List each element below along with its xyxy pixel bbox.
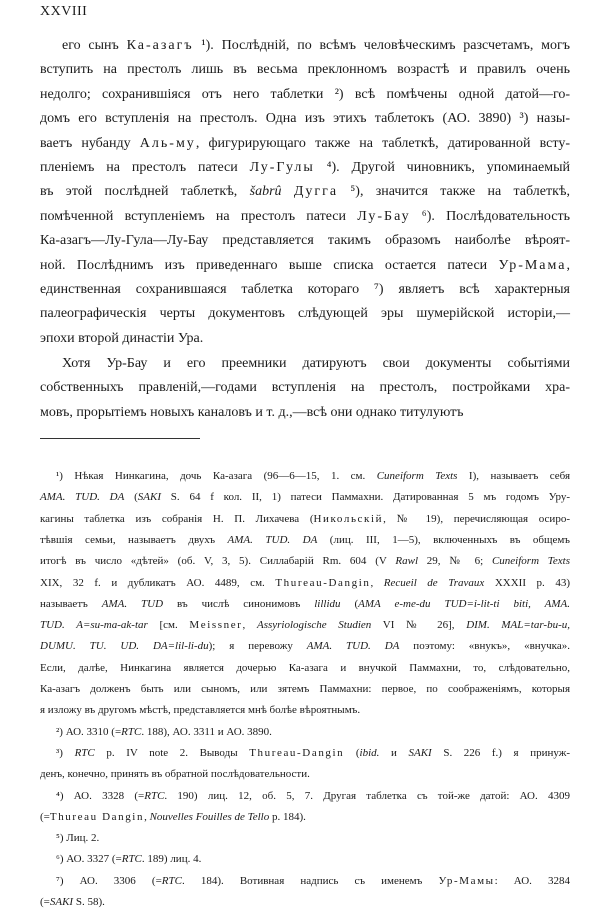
text-run: пленіемъ на престолъ патеси	[40, 160, 250, 175]
spaced-name: Лу-Бау	[357, 208, 411, 224]
italic-text: AMA e-me-du TUD=i-lit-ti biti, AMA.	[358, 597, 570, 610]
text-line	[40, 302, 570, 326]
text-run: ⁷) АО. 3306 (=	[56, 874, 162, 887]
text-run: (	[344, 746, 360, 759]
text-line	[40, 615, 570, 636]
italic-text: Assyriologische Studien	[256, 619, 372, 632]
italic-text: AMA. TUD	[101, 597, 164, 610]
text-run: поэтому: «внукъ», «внучка».	[399, 640, 570, 653]
text-line	[40, 254, 570, 278]
italic-text: RTC	[144, 789, 165, 802]
footnote-divider	[40, 438, 200, 439]
italic-text: DIM. MAL=tar-bu-u,	[466, 619, 571, 632]
text-line	[40, 551, 570, 572]
text-run: S. 226 f.) я принуж-	[431, 746, 570, 759]
spaced-name: Ур-Мамы	[438, 874, 495, 887]
text-run: (	[124, 491, 138, 504]
text-run: I), называетъ себя	[457, 470, 570, 482]
text-line	[40, 807, 570, 828]
italic-text: Rawl	[395, 555, 419, 568]
italic-text: Recueil de Travaux	[383, 576, 485, 589]
text-run: ,	[144, 810, 150, 823]
italic-text: Cuneiform Texts	[376, 470, 458, 482]
italic-text: Cuneiform Texts	[491, 555, 570, 568]
text-line	[56, 871, 570, 892]
text-run: p. 184).	[269, 810, 306, 823]
text-run: VI № 26],	[371, 619, 467, 632]
italic-text: ibid.	[359, 746, 380, 759]
text-run: (	[340, 597, 359, 610]
text-line	[40, 229, 570, 253]
text-line	[40, 156, 570, 180]
text-run: S. 58).	[73, 896, 105, 908]
text-run: ⁴) АО. 3328 (=	[56, 789, 145, 802]
text-line	[40, 401, 570, 425]
text-run: Ка-азагъ долженъ быть или сыномъ, или зятемъ Паммахни: первое, по соображеніямъ, которыя	[40, 683, 570, 695]
text-line	[40, 487, 570, 508]
text-run: я изложу въ другомъ мѣстѣ, представляется мнѣ болѣе вѣроятнымъ.	[40, 704, 361, 717]
text-line	[40, 658, 570, 679]
text-run: XXXII p. 43)	[484, 576, 570, 589]
text-run: S. 64 f кол. II, 1) патеси Паммахни. Датированная 5 мъ годомъ Уру-	[161, 491, 570, 504]
text-run: единственная сохранившаяся таблетка котораго ⁷) являетъ всѣ характерныя	[40, 282, 570, 297]
text-line	[40, 58, 570, 82]
italic-text: SAKI	[137, 491, 162, 504]
text-run: тѣвшія семьи, называетъ двухъ	[40, 533, 228, 546]
text-line	[40, 83, 570, 107]
text-run: ³)	[56, 746, 75, 759]
text-line	[56, 849, 570, 870]
text-run: ной. Послѣднимъ изъ приведеннаго выше списка остается патеси	[40, 257, 499, 273]
text-run: (=	[40, 810, 50, 823]
spaced-name: Никольскій	[313, 512, 384, 525]
spaced-name: Thureau-Dangin	[249, 746, 345, 759]
text-line	[40, 376, 570, 400]
text-run: . 189) лиц. 4.	[141, 853, 202, 866]
spaced-name: Thureau-Dangin	[275, 576, 371, 589]
text-line	[56, 466, 570, 487]
italic-text: AMA. TUD. DA	[306, 640, 400, 653]
text-run: ,	[370, 576, 384, 589]
spaced-name: Лу-Гулы	[249, 160, 315, 175]
italic-text: RTC	[121, 853, 142, 866]
text-line	[40, 636, 570, 657]
text-run: въ этой послѣдней таблеткѣ,	[40, 184, 250, 200]
text-run: ⁶) АО. 3327 (=	[56, 853, 122, 866]
text-run: домъ его вступленія на престолъ. Одна изъ этихъ таблетокъ (АО. 3890) ³) назы-	[40, 111, 570, 127]
text-line	[40, 278, 570, 302]
text-run: и	[379, 746, 409, 759]
text-run: собственныхъ правленій,—годами вступленія на престолъ, постройками хра-	[40, 380, 570, 396]
text-run: итогѣ въ число «дѣтей» (об. V, 3, 5). Силлабарій Rm. 604 (V	[40, 555, 396, 568]
italic-text: Nouvelles Fouilles de Tello	[149, 810, 270, 823]
text-line	[56, 743, 570, 764]
page-number: XXVIII	[40, 4, 88, 19]
text-run: ваетъ нубанду	[40, 135, 140, 151]
italic-text: lillidu	[314, 597, 341, 610]
text-run	[282, 184, 294, 199]
text-line	[62, 34, 570, 58]
text-run: недолго; сохранившіяся отъ него таблетки ²) всѣ помѣчены одной датой—го-	[40, 86, 570, 102]
text-run: (=	[40, 896, 50, 908]
text-run: , фигурирующаго также на таблеткѣ, датированной всту-	[195, 135, 570, 151]
text-run: въ числѣ синонимовъ	[163, 597, 315, 610]
text-line	[40, 573, 570, 594]
text-line	[56, 786, 570, 807]
text-run: (лиц. III, 1—5), включенныхъ въ общемъ	[317, 533, 570, 546]
text-line	[40, 679, 570, 700]
text-line	[62, 352, 570, 376]
text-line	[40, 892, 570, 909]
text-run: ⁵) Лиц. 2.	[56, 832, 100, 845]
italic-text: AMA. TUD. DA	[40, 491, 125, 504]
spaced-name: Ур-Мама	[498, 257, 567, 273]
text-run: . 184). Вотивная надпись съ именемъ	[181, 874, 439, 887]
text-run: эпохи второй династіи Ура.	[40, 330, 204, 346]
text-run: . 190) лиц. 12, об. 5, 7. Другая таблетка съ той-же датой: АО. 4309	[164, 789, 570, 802]
italic-text: TUD. A=su-ma-ak-tar	[40, 619, 148, 632]
spaced-name: Ка-азагъ	[126, 38, 194, 53]
text-line	[40, 594, 570, 615]
text-run: ¹). Послѣдній, по всѣмъ человѣческимъ разсчетамъ, могъ	[193, 38, 570, 53]
text-line	[40, 764, 570, 785]
text-run: Если, далѣе, Нинкагина является дочерью Ка-азага и внучкой Паммахни, то, слѣдовательно,	[40, 661, 570, 674]
text-line	[56, 722, 570, 743]
text-run: ⁵), значится также на таблеткѣ,	[338, 184, 571, 200]
text-run: , № 19), перечисляющая осиро-	[383, 512, 570, 525]
text-run: Хотя Ур-Бау и его преемники датируютъ свои документы событіями	[62, 356, 570, 371]
italic-text: RTC	[74, 746, 95, 759]
text-run: ,	[242, 619, 257, 632]
italic-text: SAKI	[408, 746, 432, 759]
spaced-name: Дугга	[293, 184, 339, 200]
text-run: палеографическія черты документовъ слѣдующей эры шумерійской исторіи,—	[40, 306, 570, 322]
text-run: помѣченной вступленіемъ на престолъ патеси	[40, 208, 358, 224]
text-run: ⁴). Другой чиновникъ, упоминаемый	[314, 160, 570, 175]
text-run: вступить на престолъ лишь въ весьма преклонномъ возрастѣ и правилъ очень	[40, 62, 570, 78]
text-line	[40, 107, 570, 131]
text-run: [см.	[147, 619, 190, 632]
text-run: ,	[566, 257, 570, 273]
text-run: 29, № 6;	[418, 555, 492, 568]
text-run: Ка-азагъ—Лу-Гула—Лу-Бау представляется такимъ образомъ наиболѣе вѣроят-	[40, 233, 570, 249]
italic-text: RTC	[161, 874, 182, 887]
italic-text: DUMU. TU. UD. DA=lil-li-du	[40, 640, 209, 653]
text-line	[40, 180, 570, 204]
text-run: ); я перевожу	[208, 640, 307, 653]
text-run: его сынъ	[62, 38, 127, 53]
text-line	[40, 132, 570, 156]
text-run: . 188), АО. 3311 и АО. 3890.	[141, 725, 272, 738]
text-run: ⁶). Послѣдовательность	[410, 208, 570, 224]
text-run: мовъ, прорытіемъ новыхъ каналовъ и т. д.,—всѣ они однако титулуютъ	[40, 404, 464, 420]
text-line	[40, 509, 570, 530]
spaced-name: Thureau Dangin	[49, 810, 145, 823]
text-line	[40, 327, 570, 351]
text-run: денъ, конечно, принять въ обратной послѣдовательности.	[40, 768, 310, 781]
text-run: XIX, 32 f. и дубликатъ АО. 4489, см.	[40, 576, 276, 589]
spaced-name: Meissner	[189, 619, 243, 632]
spaced-name: Аль-му	[139, 135, 196, 151]
text-line	[40, 530, 570, 551]
text-run: p. IV note 2. Выводы	[94, 746, 250, 759]
text-line	[56, 828, 570, 849]
text-run: ²) АО. 3310 (=	[56, 725, 122, 738]
text-run: кагины таблетка изъ собранія Н. П. Лихачева (	[40, 512, 314, 525]
text-line	[40, 700, 570, 721]
text-run: называетъ	[40, 597, 102, 610]
text-line	[40, 205, 570, 229]
text-run: ¹) Нѣкая Нинкагина, дочь Ка-азага (96—6—15, 1. см.	[56, 470, 377, 482]
italic-text: AMA. TUD. DA	[227, 533, 318, 546]
text-run: : АО. 3284	[494, 874, 570, 887]
italic-text: šabrû	[249, 184, 282, 200]
italic-text: SAKI	[49, 896, 74, 908]
italic-text: RTC	[121, 725, 142, 738]
